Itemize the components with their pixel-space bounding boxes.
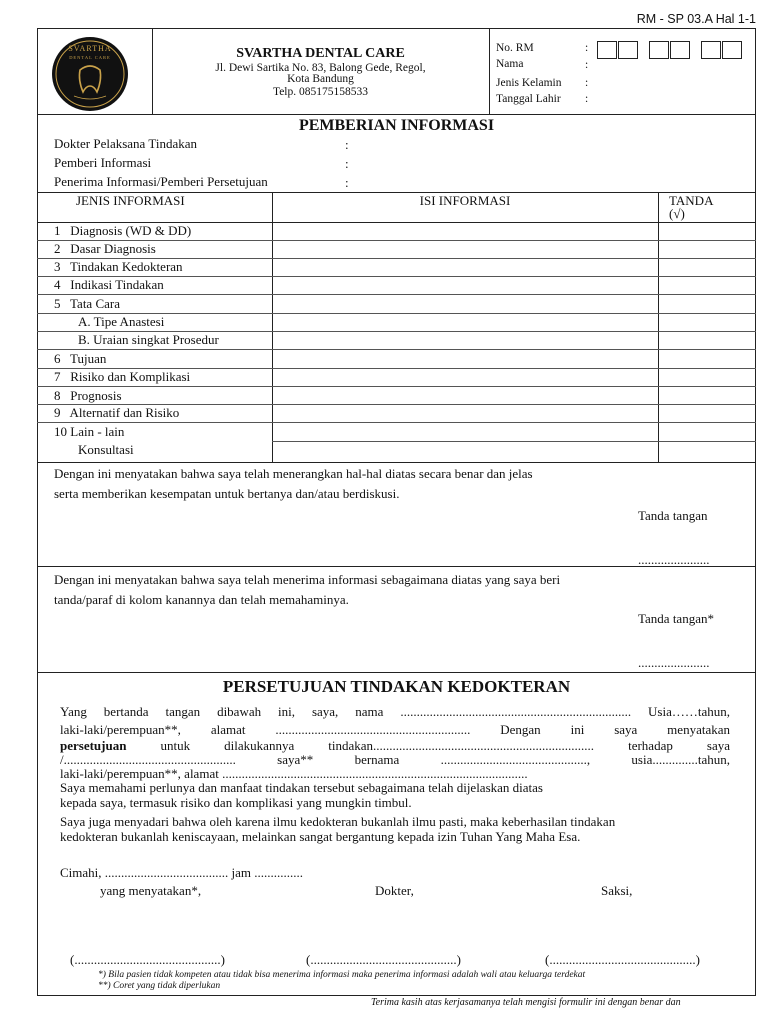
table-row: 4 Indikasi Tindakan <box>54 277 164 292</box>
header-bottom-line <box>37 114 756 115</box>
table-row: 7 Risiko dan Komplikasi <box>54 369 191 384</box>
table-row: A. Tipe Anastesi <box>78 314 165 329</box>
clinic-logo <box>50 36 130 112</box>
gender-label: Jenis Kelamin <box>496 77 562 89</box>
sign-1-label: Tanda tangan <box>638 508 708 523</box>
table-row: 6 Tujuan <box>54 351 107 366</box>
consent-bold-word: persetujuan <box>60 738 127 753</box>
rm-digit-box-2[interactable] <box>618 41 638 59</box>
rm-digit-box-4[interactable] <box>670 41 690 59</box>
footnote-2: **) Coret yang tidak diperlukan <box>98 981 221 991</box>
sign-2-field[interactable]: ...................... <box>638 655 710 670</box>
clinic-address-2: Kota Bandung <box>287 73 354 85</box>
col-mark-header-check: (√) <box>669 206 685 221</box>
form-code: RM - SP 03.A Hal 1-1 <box>636 12 756 26</box>
place-date-field[interactable]: Cimahi, ...................................... jam ............... <box>60 865 304 880</box>
sig-witness-field[interactable]: (.............................................) <box>545 952 700 967</box>
table-row: 5 Tata Cara <box>54 296 120 311</box>
col-type-header: JENIS INFORMASI <box>76 193 185 208</box>
rm-digit-box-3[interactable] <box>649 41 669 59</box>
gender-colon: : <box>585 77 589 89</box>
doctor-label: Dokter Pelaksana Tindakan <box>54 136 197 151</box>
table-row: Konsultasi <box>78 442 134 457</box>
logo-text: SVARTHA <box>68 44 112 53</box>
table-row: 10 Lain - lain <box>54 424 125 439</box>
table-row: 8 Prognosis <box>54 388 122 403</box>
sig-patient-label: yang menyatakan*, <box>100 883 202 898</box>
footnote-1: *) Bila pasien tidak kompeten atau tidak bisa menerima informasi maka penerima informasi adalah wali atau keluarga terdekat <box>98 970 586 980</box>
table-row: 9 Alternatif dan Risiko <box>54 405 180 420</box>
consent-title: PERSETUJUAN TINDAKAN KEDOKTERAN <box>222 677 571 696</box>
rm-label: No. RM <box>496 42 534 54</box>
dob-label: Tanggal Lahir <box>496 93 561 105</box>
clinic-name: SVARTHA DENTAL CARE <box>236 46 405 61</box>
name-label: Nama <box>496 58 524 70</box>
statement-2-bottom-line <box>37 672 756 673</box>
para-2-line-1: Saya memahami perlunya dan manfaat tindakan tersebut sebagaimana telah dijelaskan diatas <box>60 780 543 795</box>
para-3-line-2: kedokteran bukanlah keniscayaan, melainkan sangat bergantung kepada izin Tuhan Yang Maha Esa. <box>60 829 581 844</box>
statement-1-line-1: Dengan ini menyatakan bahwa saya telah menerangkan hal-hal diatas secara benar dan jelas <box>54 466 533 481</box>
statement-2-line-2: tanda/paraf di kolom kanannya dan telah memahaminya. <box>54 592 349 607</box>
consent-line-2: laki-laki/perempuan**, alamat ............................................................ Dengan ini saya menyatakan <box>60 722 730 737</box>
consent-line-5: laki-laki/perempuan**, alamat .............................................................................................. <box>60 766 528 781</box>
table-row: 2 Dasar Diagnosis <box>54 241 156 256</box>
statement-1-line-2: serta memberikan kesempatan untuk bertanya dan/atau berdiskusi. <box>54 486 400 501</box>
sign-2-label: Tanda tangan* <box>638 611 714 626</box>
info-title: PEMBERIAN INFORMASI <box>298 117 495 134</box>
consent-line-4: /..................................................... saya** bernama ............................................., usia..............tahun, <box>60 752 730 767</box>
table-bottom-line <box>37 462 756 463</box>
clinic-phone: Telp. 085175158533 <box>272 86 369 98</box>
sig-doctor-label: Dokter, <box>375 883 414 898</box>
rm-digit-box-5[interactable] <box>701 41 721 59</box>
header-divider-right <box>489 28 490 114</box>
logo-subtext: DENTAL CARE <box>69 55 111 60</box>
col-mark-header: TANDA <box>669 193 714 208</box>
giver-colon: : <box>345 156 349 171</box>
consent-line-1: Yang bertanda tangan dibawah ini, saya, nama ....................................................................... Usia……tahun, <box>60 704 730 719</box>
doctor-colon: : <box>345 137 349 152</box>
statement-2-line-1: Dengan ini menyatakan bahwa saya telah menerima informasi sebagaimana diatas yang saya beri <box>54 572 561 587</box>
dob-colon: : <box>585 93 589 105</box>
clinic-address-1: Jl. Dewi Sartika No. 83, Balong Gede, Regol, <box>215 62 426 74</box>
receiver-label: Penerima Informasi/Pemberi Persetujuan <box>54 174 268 189</box>
para-3-line-1: Saya juga menyadari bahwa oleh karena ilmu kedokteran bukanlah ilmu pasti, maka keberhasilan tindakan <box>60 814 616 829</box>
name-colon: : <box>585 59 589 71</box>
rm-digit-box-6[interactable] <box>722 41 742 59</box>
para-2-line-2: kepada saya, termasuk risiko dan komplikasi yang mungkin timbul. <box>60 795 412 810</box>
table-row: B. Uraian singkat Prosedur <box>78 332 219 347</box>
sig-witness-label: Saksi, <box>601 883 633 898</box>
receiver-colon: : <box>345 175 349 190</box>
sign-1-field[interactable]: ...................... <box>638 552 710 567</box>
thanks-note: Terima kasih atas kerjasamanya telah mengisi formulir ini dengan benar dan <box>371 997 681 1008</box>
statement-1-bottom-line <box>37 566 756 567</box>
table-row: 1 Diagnosis (WD & DD) <box>54 223 192 238</box>
col-content-header: ISI INFORMASI <box>419 193 511 208</box>
giver-label: Pemberi Informasi <box>54 155 152 170</box>
table-row: 3 Tindakan Kedokteran <box>54 259 183 274</box>
sig-doctor-field[interactable]: (.............................................) <box>306 952 461 967</box>
consent-line-3-rest: untuk dilakukannya tindakan.................................................................... terhadap saya <box>126 738 730 753</box>
rm-colon: : <box>585 42 589 54</box>
sig-patient-field[interactable]: (.............................................) <box>70 952 225 967</box>
rm-digit-box-1[interactable] <box>597 41 617 59</box>
